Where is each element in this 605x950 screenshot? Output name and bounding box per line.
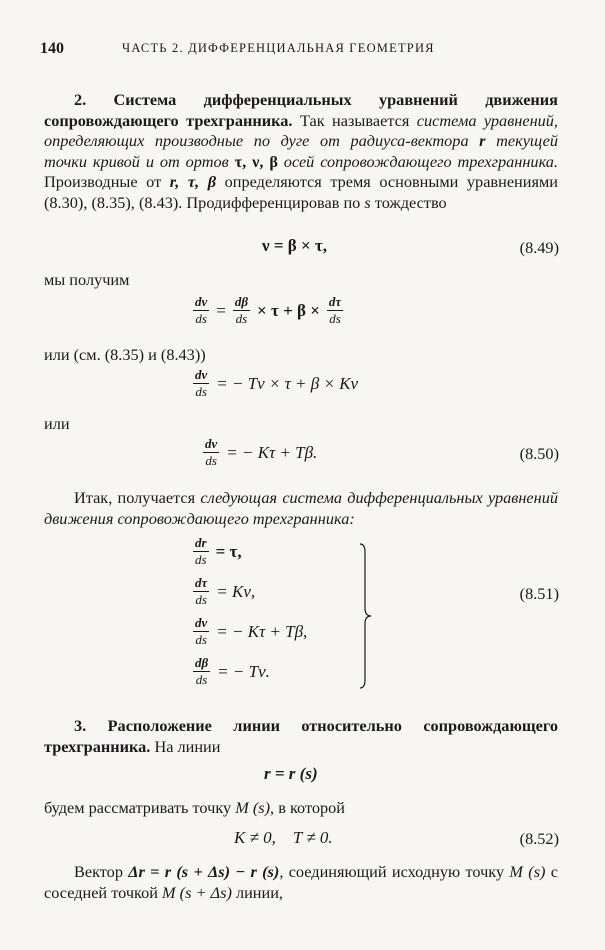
numerator: dτ xyxy=(328,294,342,309)
denominator: ds xyxy=(195,632,207,647)
text-span: система уравнений, определяющих производные по дуге от радиуса-вектора xyxy=(44,110,558,151)
text-span: , соединяющий исходную точку xyxy=(279,862,510,881)
text-consider-point xyxy=(44,798,345,818)
text-span: Так называется xyxy=(292,110,417,130)
fraction xyxy=(193,576,209,607)
section-2-paragraph xyxy=(44,90,558,214)
text-we-get: мы получим xyxy=(44,270,130,289)
denominator: ds xyxy=(235,311,248,326)
equation-number-8-49: (8.49) xyxy=(519,238,559,257)
fraction xyxy=(203,437,219,468)
text-span: Производные от xyxy=(44,172,170,192)
equation-number-8-50: (8.50) xyxy=(519,444,559,463)
equation-middle: × τ + β × xyxy=(257,300,320,320)
numerator: dβ xyxy=(234,294,249,309)
section-3-paragraph xyxy=(44,716,558,757)
numerator: dν xyxy=(195,294,208,309)
denominator: ds xyxy=(195,592,207,607)
equation-line xyxy=(264,764,318,784)
numerator: dβ xyxy=(195,655,209,670)
numerator: dν xyxy=(195,367,208,382)
denominator: ds xyxy=(205,453,217,468)
text-span: r, τ, β xyxy=(169,172,217,192)
numerator: dν xyxy=(195,615,208,630)
text-span: осей сопровождающего трехгранника. xyxy=(277,151,558,171)
system-row-3 xyxy=(190,616,311,647)
fraction xyxy=(193,295,209,326)
text-span: Итак, получается xyxy=(74,488,201,507)
text-span: M (s) xyxy=(235,798,271,817)
equation-rhs: = − Tν. xyxy=(217,661,270,681)
denominator: ds xyxy=(195,552,207,567)
text-or-see: или (см. (8.35) и (8.43)) xyxy=(44,345,206,364)
fraction xyxy=(193,536,209,567)
section-2-heading: 2. Система дифференциальных уравнений движения сопровождающего трехгранника. xyxy=(44,90,558,130)
text-or: или xyxy=(44,414,70,433)
system-row-4 xyxy=(190,656,274,687)
text-span: , в которой xyxy=(270,798,345,817)
text-span: текущей точки кривой и от ортов xyxy=(44,131,558,171)
text-span: На линии xyxy=(150,736,221,756)
equation-8-52 xyxy=(234,828,333,848)
fraction xyxy=(193,368,209,399)
text-span: τ, ν, β xyxy=(234,151,278,171)
text-span: Δr = r (s + Δs) − r (s) xyxy=(128,862,280,881)
text-span: определяются тремя основными уравнениями (8.30), (8.35), (8.43). Продифференцировав по xyxy=(44,172,558,212)
denominator: ds xyxy=(195,384,207,399)
numerator: dν xyxy=(205,436,218,451)
equation-derivative-substituted xyxy=(190,368,362,399)
fraction xyxy=(327,295,343,326)
equation-text: ν = β × τ, xyxy=(262,236,328,255)
right-brace-icon xyxy=(358,542,372,690)
result-paragraph xyxy=(44,488,558,529)
page-number: 140 xyxy=(40,40,64,57)
fraction xyxy=(193,616,209,647)
equation-number-8-52: (8.52) xyxy=(519,829,559,848)
equation-number-8-51: (8.51) xyxy=(519,584,559,603)
equation-text: r = r (s) xyxy=(264,764,318,783)
denominator: ds xyxy=(195,311,207,326)
equation-rhs: = Kν, xyxy=(216,581,256,601)
denominator: ds xyxy=(195,672,208,687)
equation-rhs: = − Tν × τ + β × Kν xyxy=(216,373,359,393)
text-span: M (s) xyxy=(509,862,546,881)
text-span: s xyxy=(364,192,371,212)
equation-rhs: = − Kτ + Tβ. xyxy=(226,442,318,462)
running-title: ЧАСТЬ 2. ДИФФЕРЕНЦИАЛЬНАЯ ГЕОМЕТРИЯ xyxy=(122,41,435,55)
equation-8-50 xyxy=(200,437,321,468)
text-span: тождество xyxy=(370,192,447,212)
system-row-1 xyxy=(190,536,246,567)
equals-sign: = xyxy=(216,300,226,320)
equation-text: K ≠ 0, T ≠ 0. xyxy=(234,828,333,847)
equation-rhs: = τ, xyxy=(215,541,242,561)
vector-paragraph xyxy=(44,862,558,903)
fraction xyxy=(193,656,210,687)
section-3-heading: 3. Расположение линии относительно сопровождающего трехгранника. xyxy=(44,716,558,756)
text-span: M (s + Δs) xyxy=(162,882,232,902)
numerator: dr xyxy=(195,535,207,550)
text-span: будем рассматривать точку xyxy=(44,798,236,817)
numerator: dτ xyxy=(195,575,208,590)
text-span: с соседней точкой xyxy=(44,862,559,902)
text-span: следующая система дифференциальных уравнений движения сопровождающего трехгранника: xyxy=(44,488,558,528)
system-row-2 xyxy=(190,576,259,607)
fraction xyxy=(233,295,250,326)
equation-derivative-product xyxy=(190,295,346,326)
equation-rhs: = − Kτ + Tβ, xyxy=(216,621,308,641)
equation-8-49 xyxy=(262,236,327,256)
denominator: ds xyxy=(329,311,341,326)
text-span: Вектор xyxy=(74,862,129,881)
text-span: линии, xyxy=(231,882,283,902)
text-span: r xyxy=(479,131,486,151)
